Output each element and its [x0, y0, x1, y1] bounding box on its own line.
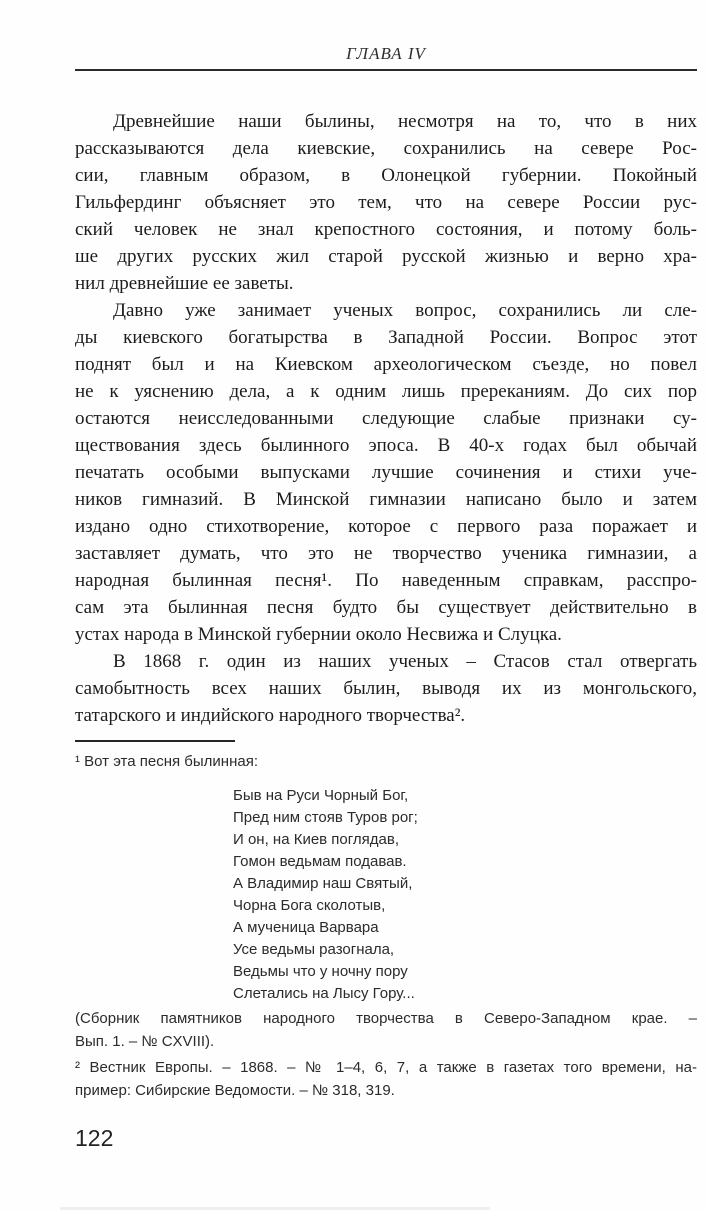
- poem-line: И он, на Киев поглядав,: [233, 831, 400, 848]
- poem-line: Быв на Руси Чорный Бог,: [233, 787, 409, 804]
- text-line: сам эта былинная песня будто бы существует действительно в: [75, 597, 697, 618]
- footnote-1-source: [75, 1007, 697, 1053]
- paragraph: [75, 108, 697, 297]
- page-number: 122: [75, 1125, 114, 1151]
- text-line: сии, главным образом, в Олонецкой губернии. Покойный: [75, 165, 697, 186]
- text-line: поднят был и на Киевском археологическом съезде, но повел: [75, 354, 697, 375]
- text-line: ников гимназий. В Минской гимназии написано было и затем: [75, 489, 697, 510]
- text-line: не к уяснению дела, а к одним лишь пререканиям. До сих пор: [75, 381, 697, 402]
- poem-line: Чорна Бога сколотыв,: [233, 897, 386, 914]
- text-line: остаются неисследованными следующие слабые признаки су-: [75, 408, 697, 429]
- text-line: ский человек не знал крепостного состояния, и потому боль-: [75, 219, 697, 240]
- poem-line: А Владимир наш Святый,: [233, 875, 413, 892]
- text-line: В 1868 г. один из наших ученых – Стасов стал отвергать: [113, 651, 697, 672]
- text-line: Древнейшие наши былины, несмотря на то, что в них: [113, 111, 697, 132]
- poem-line: Усе ведьмы разогнала,: [233, 941, 395, 958]
- poem-line: Пред ним стояв Туров рог;: [233, 809, 418, 826]
- text-line: ществования здесь былинного эпоса. В 40-х годах был обычай: [75, 435, 697, 456]
- text-line: татарского и индийского народного творчества².: [75, 705, 466, 726]
- text-line: нил древнейшие ее заветы.: [75, 273, 294, 294]
- paragraph: [75, 648, 697, 729]
- text-line: Гильфердинг объясняет это тем, что на севере России рус-: [75, 192, 697, 213]
- footnote-line: Вып. 1. – № CXVIII).: [75, 1033, 215, 1050]
- text-line: издано одно стихотворение, которое с первого раза поражает и: [75, 516, 697, 537]
- running-head-chapter-title: ГЛАВА IV: [75, 44, 697, 71]
- folk-song-poem: [233, 785, 697, 1005]
- scan-edge-artifact: [60, 1207, 490, 1210]
- page-content: [75, 44, 697, 1152]
- poem-line: А мученица Варвара: [233, 919, 379, 936]
- main-text: [75, 108, 697, 729]
- footnote-1-intro: ¹ Вот эта песня былинная:: [75, 753, 258, 770]
- poem-line: Ведьмы что у ночну пору: [233, 963, 408, 980]
- text-line: ше других русских жил старой русской жизнью и верно хра-: [75, 246, 697, 267]
- text-line: самобытность всех наших былин, выводя их из монгольского,: [75, 678, 697, 699]
- text-line: устах народа в Минской губернии около Несвижа и Слуцка.: [75, 624, 562, 645]
- footnote-line: (Сборник памятников народного творчества в Северо-Западном крае. –: [75, 1010, 697, 1027]
- footnote-separator-rule: [75, 740, 235, 742]
- footnote-line: ² Вестник Европы. – 1868. – № 1–4, 6, 7, а также в газетах того времени, на-: [75, 1059, 697, 1076]
- text-line: Давно уже занимает ученых вопрос, сохранились ли сле-: [113, 300, 697, 321]
- text-line: народная былинная песня¹. По наведенным справкам, расспро-: [75, 570, 697, 591]
- paragraph: [75, 297, 697, 648]
- footnotes-section: [75, 750, 697, 1102]
- text-line: рассказываются дела киевские, сохранились на севере Рос-: [75, 138, 697, 159]
- text-line: ды киевского богатырства в Западной России. Вопрос этот: [75, 327, 697, 348]
- footnote-line: пример: Сибирские Ведомости. – № 318, 319.: [75, 1082, 395, 1099]
- text-line: заставляет думать, что это не творчество ученика гимназии, а: [75, 543, 697, 564]
- poem-line: Слетались на Лысу Гору...: [233, 985, 415, 1002]
- poem-line: Гомон ведьмам подавав.: [233, 853, 407, 870]
- text-line: печатать особыми выпусками лучшие сочинения и стихи уче-: [75, 462, 697, 483]
- footnote-2: [75, 1056, 697, 1102]
